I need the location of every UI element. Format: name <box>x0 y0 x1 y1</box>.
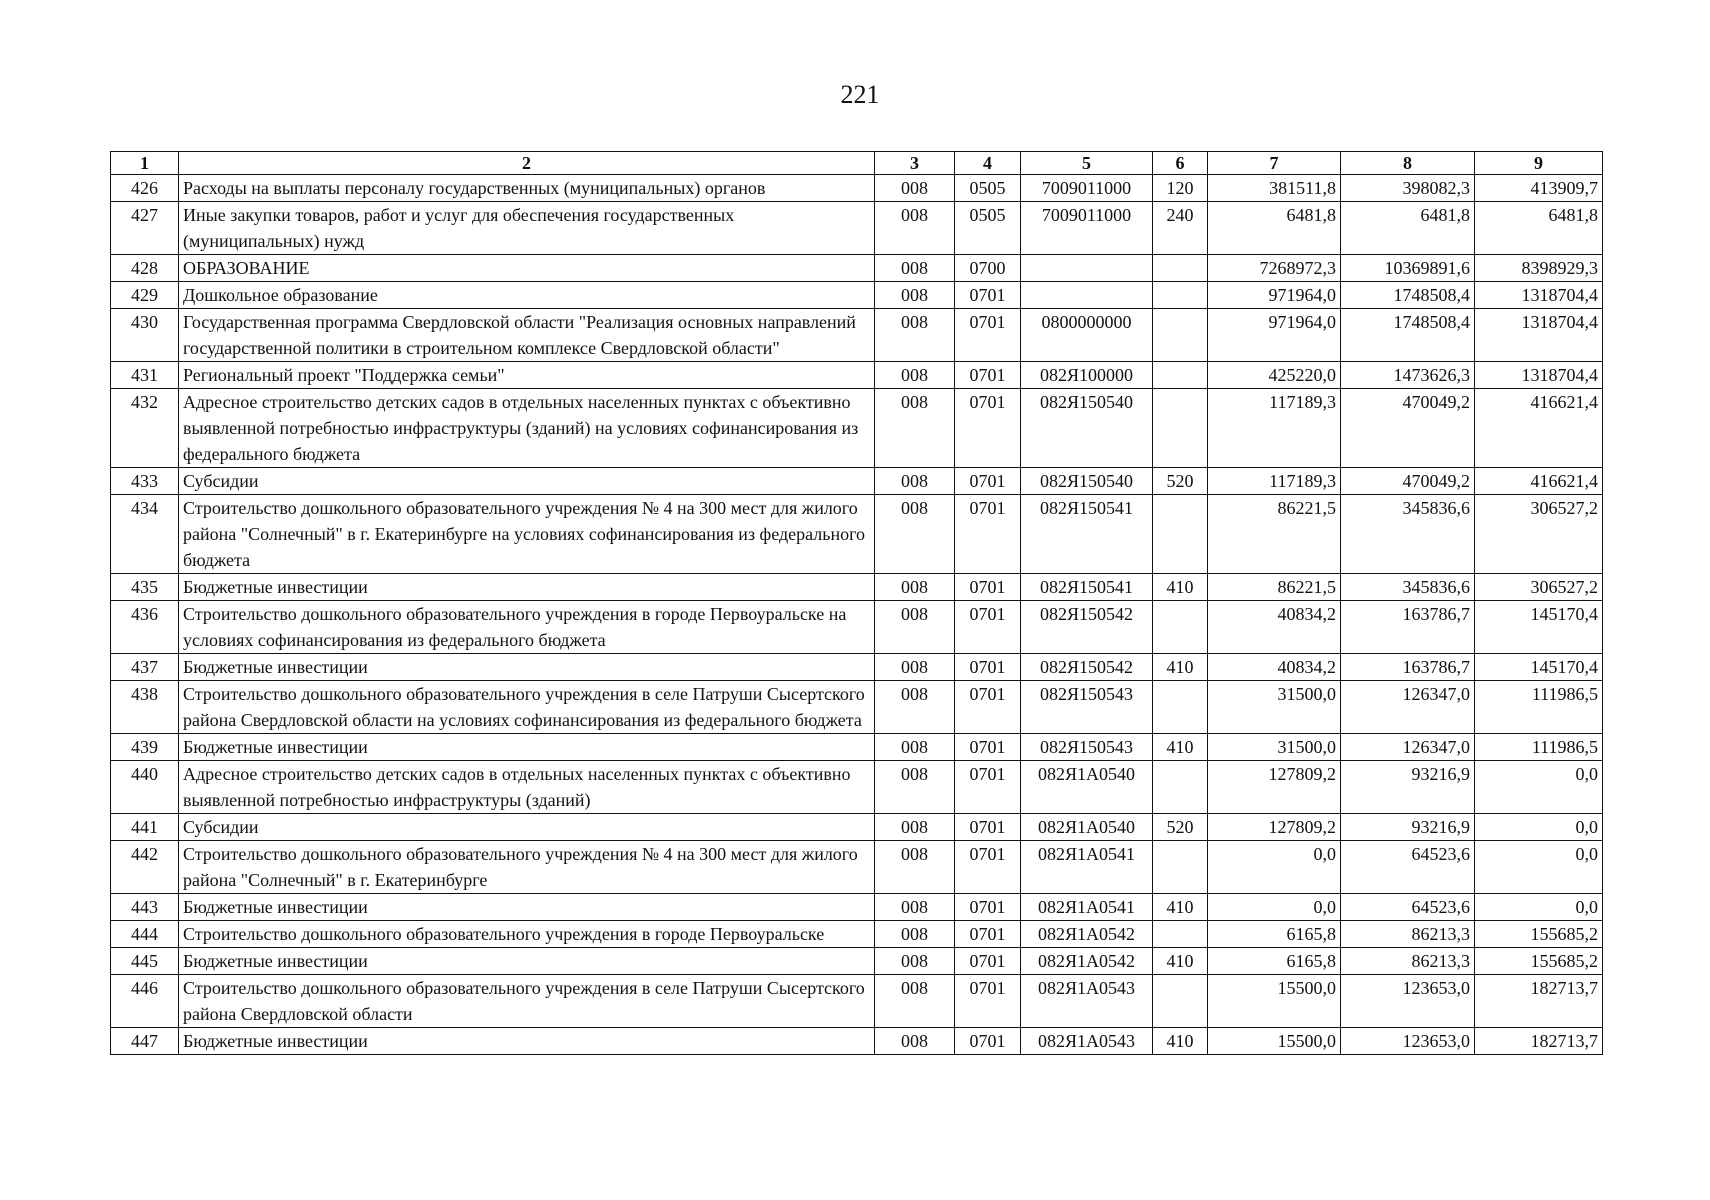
row-section: 0701 <box>955 761 1021 814</box>
row-number: 436 <box>111 601 179 654</box>
row-number: 430 <box>111 309 179 362</box>
row-name: Расходы на выплаты персоналу государственных (муниципальных) органов <box>179 175 875 202</box>
row-amount-col7: 971964,0 <box>1208 282 1341 309</box>
row-ministry: 008 <box>875 282 955 309</box>
column-header-2: 2 <box>179 152 875 175</box>
row-number: 433 <box>111 468 179 495</box>
table-row <box>111 468 1603 495</box>
row-amount-col8: 123653,0 <box>1341 975 1475 1028</box>
row-amount-col7: 86221,5 <box>1208 495 1341 574</box>
row-amount-col8: 126347,0 <box>1341 734 1475 761</box>
row-amount-col9: 111986,5 <box>1475 734 1603 761</box>
row-ministry: 008 <box>875 681 955 734</box>
table-row <box>111 814 1603 841</box>
row-ministry: 008 <box>875 574 955 601</box>
row-section: 0701 <box>955 975 1021 1028</box>
row-expense-type <box>1153 309 1208 362</box>
row-name: Строительство дошкольного образовательного учреждения в селе Патруши Сысертского района Свердловской области <box>179 975 875 1028</box>
row-section: 0701 <box>955 841 1021 894</box>
row-number: 442 <box>111 841 179 894</box>
row-ministry: 008 <box>875 841 955 894</box>
row-amount-col7: 40834,2 <box>1208 654 1341 681</box>
row-ministry: 008 <box>875 921 955 948</box>
table-row <box>111 362 1603 389</box>
row-ministry: 008 <box>875 202 955 255</box>
column-header-4: 4 <box>955 152 1021 175</box>
row-amount-col9: 1318704,4 <box>1475 362 1603 389</box>
row-section: 0701 <box>955 468 1021 495</box>
row-amount-col7: 425220,0 <box>1208 362 1341 389</box>
row-ministry: 008 <box>875 495 955 574</box>
row-target-article: 082Я150540 <box>1021 389 1153 468</box>
row-name: Субсидии <box>179 468 875 495</box>
row-amount-col8: 1748508,4 <box>1341 282 1475 309</box>
row-amount-col8: 1473626,3 <box>1341 362 1475 389</box>
row-target-article: 082Я150542 <box>1021 654 1153 681</box>
row-ministry: 008 <box>875 468 955 495</box>
row-section: 0701 <box>955 948 1021 975</box>
row-amount-col8: 345836,6 <box>1341 495 1475 574</box>
row-expense-type <box>1153 975 1208 1028</box>
row-number: 439 <box>111 734 179 761</box>
row-amount-col9: 0,0 <box>1475 894 1603 921</box>
row-ministry: 008 <box>875 761 955 814</box>
row-amount-col9: 0,0 <box>1475 761 1603 814</box>
row-amount-col8: 126347,0 <box>1341 681 1475 734</box>
row-expense-type: 410 <box>1153 574 1208 601</box>
table-body <box>111 175 1603 1055</box>
row-expense-type: 120 <box>1153 175 1208 202</box>
table-row <box>111 761 1603 814</box>
row-name: Региональный проект "Поддержка семьи" <box>179 362 875 389</box>
row-number: 446 <box>111 975 179 1028</box>
row-ministry: 008 <box>875 601 955 654</box>
row-name: Строительство дошкольного образовательного учреждения № 4 на 300 мест для жилого района "Солнечный" в г. Екатеринбурге на условиях софинансирования из федерального бюджета <box>179 495 875 574</box>
row-name: Бюджетные инвестиции <box>179 654 875 681</box>
row-number: 438 <box>111 681 179 734</box>
column-header-6: 6 <box>1153 152 1208 175</box>
row-amount-col7: 6481,8 <box>1208 202 1341 255</box>
row-name: Бюджетные инвестиции <box>179 1028 875 1055</box>
row-section: 0701 <box>955 495 1021 574</box>
row-name: Иные закупки товаров, работ и услуг для обеспечения государственных (муниципальных) нужд <box>179 202 875 255</box>
row-amount-col9: 306527,2 <box>1475 574 1603 601</box>
row-section: 0701 <box>955 309 1021 362</box>
row-ministry: 008 <box>875 1028 955 1055</box>
row-amount-col8: 163786,7 <box>1341 601 1475 654</box>
row-number: 434 <box>111 495 179 574</box>
row-target-article: 082Я1А0542 <box>1021 921 1153 948</box>
row-expense-type <box>1153 921 1208 948</box>
row-target-article: 082Я1А0543 <box>1021 975 1153 1028</box>
row-section: 0701 <box>955 362 1021 389</box>
row-amount-col8: 163786,7 <box>1341 654 1475 681</box>
row-number: 427 <box>111 202 179 255</box>
row-section: 0701 <box>955 282 1021 309</box>
row-amount-col7: 127809,2 <box>1208 761 1341 814</box>
row-amount-col9: 0,0 <box>1475 814 1603 841</box>
row-target-article: 082Я150541 <box>1021 574 1153 601</box>
row-expense-type <box>1153 761 1208 814</box>
row-target-article <box>1021 255 1153 282</box>
row-amount-col7: 0,0 <box>1208 841 1341 894</box>
row-name: Субсидии <box>179 814 875 841</box>
row-amount-col9: 182713,7 <box>1475 1028 1603 1055</box>
row-expense-type: 410 <box>1153 894 1208 921</box>
row-number: 447 <box>111 1028 179 1055</box>
table-row <box>111 495 1603 574</box>
row-amount-col9: 1318704,4 <box>1475 309 1603 362</box>
row-ministry: 008 <box>875 734 955 761</box>
row-section: 0701 <box>955 574 1021 601</box>
row-expense-type <box>1153 362 1208 389</box>
budget-table <box>110 151 1603 1055</box>
row-number: 443 <box>111 894 179 921</box>
column-header-7: 7 <box>1208 152 1341 175</box>
row-target-article: 082Я1А0543 <box>1021 1028 1153 1055</box>
row-number: 428 <box>111 255 179 282</box>
column-header-9: 9 <box>1475 152 1603 175</box>
row-name: Бюджетные инвестиции <box>179 574 875 601</box>
row-ministry: 008 <box>875 175 955 202</box>
row-name: Адресное строительство детских садов в отдельных населенных пунктах с объективно выявленной потребностью инфраструктуры (зданий) на условиях софинансирования из федерального бюджета <box>179 389 875 468</box>
row-target-article: 082Я1А0541 <box>1021 841 1153 894</box>
row-amount-col8: 93216,9 <box>1341 814 1475 841</box>
row-section: 0700 <box>955 255 1021 282</box>
row-expense-type <box>1153 495 1208 574</box>
row-ministry: 008 <box>875 389 955 468</box>
row-target-article: 082Я150540 <box>1021 468 1153 495</box>
column-header-8: 8 <box>1341 152 1475 175</box>
table-row <box>111 1028 1603 1055</box>
row-name: Бюджетные инвестиции <box>179 948 875 975</box>
table-header-row <box>111 152 1603 175</box>
row-amount-col9: 145170,4 <box>1475 654 1603 681</box>
row-number: 432 <box>111 389 179 468</box>
row-expense-type <box>1153 681 1208 734</box>
row-expense-type: 410 <box>1153 734 1208 761</box>
row-amount-col8: 10369891,6 <box>1341 255 1475 282</box>
row-amount-col7: 0,0 <box>1208 894 1341 921</box>
row-name: ОБРАЗОВАНИЕ <box>179 255 875 282</box>
table-row <box>111 948 1603 975</box>
page-number: 221 <box>840 80 880 109</box>
row-amount-col7: 127809,2 <box>1208 814 1341 841</box>
row-amount-col8: 93216,9 <box>1341 761 1475 814</box>
row-name: Строительство дошкольного образовательного учреждения № 4 на 300 мест для жилого района "Солнечный" в г. Екатеринбурге <box>179 841 875 894</box>
table-row <box>111 255 1603 282</box>
row-section: 0701 <box>955 734 1021 761</box>
row-expense-type: 520 <box>1153 814 1208 841</box>
table-row <box>111 175 1603 202</box>
row-target-article: 7009011000 <box>1021 202 1153 255</box>
row-number: 440 <box>111 761 179 814</box>
row-number: 426 <box>111 175 179 202</box>
row-expense-type <box>1153 389 1208 468</box>
table-row <box>111 921 1603 948</box>
row-section: 0701 <box>955 681 1021 734</box>
table-row <box>111 734 1603 761</box>
row-amount-col7: 40834,2 <box>1208 601 1341 654</box>
row-name: Строительство дошкольного образовательного учреждения в городе Первоуральске на условиях софинансирования из федерального бюджета <box>179 601 875 654</box>
row-amount-col7: 117189,3 <box>1208 468 1341 495</box>
table-row <box>111 894 1603 921</box>
row-section: 0505 <box>955 175 1021 202</box>
row-name: Строительство дошкольного образовательного учреждения в городе Первоуральске <box>179 921 875 948</box>
row-amount-col7: 15500,0 <box>1208 975 1341 1028</box>
row-expense-type: 520 <box>1153 468 1208 495</box>
row-number: 441 <box>111 814 179 841</box>
row-expense-type: 410 <box>1153 948 1208 975</box>
row-section: 0505 <box>955 202 1021 255</box>
row-target-article: 0800000000 <box>1021 309 1153 362</box>
row-amount-col9: 0,0 <box>1475 841 1603 894</box>
row-target-article: 7009011000 <box>1021 175 1153 202</box>
row-section: 0701 <box>955 894 1021 921</box>
row-number: 435 <box>111 574 179 601</box>
row-target-article: 082Я1А0542 <box>1021 948 1153 975</box>
row-number: 431 <box>111 362 179 389</box>
row-amount-col8: 86213,3 <box>1341 948 1475 975</box>
row-amount-col9: 155685,2 <box>1475 948 1603 975</box>
row-amount-col9: 416621,4 <box>1475 389 1603 468</box>
row-amount-col9: 111986,5 <box>1475 681 1603 734</box>
row-expense-type <box>1153 255 1208 282</box>
row-amount-col9: 155685,2 <box>1475 921 1603 948</box>
row-target-article: 082Я150543 <box>1021 681 1153 734</box>
row-amount-col8: 64523,6 <box>1341 894 1475 921</box>
table-row <box>111 975 1603 1028</box>
table-row <box>111 309 1603 362</box>
row-name: Строительство дошкольного образовательного учреждения в селе Патруши Сысертского района Свердловской области на условиях софинансирования из федерального бюджета <box>179 681 875 734</box>
row-target-article: 082Я1А0540 <box>1021 761 1153 814</box>
row-section: 0701 <box>955 1028 1021 1055</box>
table-row <box>111 654 1603 681</box>
row-expense-type: 410 <box>1153 1028 1208 1055</box>
row-amount-col9: 413909,7 <box>1475 175 1603 202</box>
table-row <box>111 841 1603 894</box>
row-target-article: 082Я150542 <box>1021 601 1153 654</box>
row-target-article: 082Я100000 <box>1021 362 1153 389</box>
row-amount-col7: 381511,8 <box>1208 175 1341 202</box>
row-amount-col8: 470049,2 <box>1341 468 1475 495</box>
row-amount-col7: 7268972,3 <box>1208 255 1341 282</box>
row-amount-col8: 86213,3 <box>1341 921 1475 948</box>
row-amount-col8: 64523,6 <box>1341 841 1475 894</box>
row-ministry: 008 <box>875 309 955 362</box>
row-amount-col9: 6481,8 <box>1475 202 1603 255</box>
row-ministry: 008 <box>875 255 955 282</box>
row-amount-col7: 971964,0 <box>1208 309 1341 362</box>
row-expense-type <box>1153 282 1208 309</box>
column-header-5: 5 <box>1021 152 1153 175</box>
row-ministry: 008 <box>875 894 955 921</box>
row-amount-col9: 306527,2 <box>1475 495 1603 574</box>
row-ministry: 008 <box>875 814 955 841</box>
row-amount-col8: 123653,0 <box>1341 1028 1475 1055</box>
row-section: 0701 <box>955 921 1021 948</box>
table-row <box>111 282 1603 309</box>
row-amount-col9: 416621,4 <box>1475 468 1603 495</box>
row-amount-col8: 470049,2 <box>1341 389 1475 468</box>
row-amount-col9: 182713,7 <box>1475 975 1603 1028</box>
table-row <box>111 202 1603 255</box>
row-number: 445 <box>111 948 179 975</box>
row-amount-col9: 8398929,3 <box>1475 255 1603 282</box>
column-header-3: 3 <box>875 152 955 175</box>
row-name: Дошкольное образование <box>179 282 875 309</box>
row-name: Бюджетные инвестиции <box>179 734 875 761</box>
row-name: Адресное строительство детских садов в отдельных населенных пунктах с объективно выявленной потребностью инфраструктуры (зданий) <box>179 761 875 814</box>
row-number: 437 <box>111 654 179 681</box>
row-amount-col7: 31500,0 <box>1208 734 1341 761</box>
row-expense-type <box>1153 841 1208 894</box>
row-name: Бюджетные инвестиции <box>179 894 875 921</box>
row-target-article: 082Я150541 <box>1021 495 1153 574</box>
row-amount-col8: 1748508,4 <box>1341 309 1475 362</box>
row-amount-col8: 398082,3 <box>1341 175 1475 202</box>
row-number: 444 <box>111 921 179 948</box>
row-amount-col7: 117189,3 <box>1208 389 1341 468</box>
row-amount-col8: 6481,8 <box>1341 202 1475 255</box>
row-expense-type <box>1153 601 1208 654</box>
row-section: 0701 <box>955 814 1021 841</box>
row-ministry: 008 <box>875 975 955 1028</box>
row-expense-type: 410 <box>1153 654 1208 681</box>
row-section: 0701 <box>955 654 1021 681</box>
table-row <box>111 574 1603 601</box>
row-section: 0701 <box>955 601 1021 654</box>
row-ministry: 008 <box>875 948 955 975</box>
row-amount-col9: 145170,4 <box>1475 601 1603 654</box>
row-amount-col7: 6165,8 <box>1208 921 1341 948</box>
row-amount-col7: 6165,8 <box>1208 948 1341 975</box>
row-number: 429 <box>111 282 179 309</box>
row-ministry: 008 <box>875 654 955 681</box>
row-target-article: 082Я1А0540 <box>1021 814 1153 841</box>
row-amount-col9: 1318704,4 <box>1475 282 1603 309</box>
row-amount-col8: 345836,6 <box>1341 574 1475 601</box>
row-ministry: 008 <box>875 362 955 389</box>
row-expense-type: 240 <box>1153 202 1208 255</box>
table-row <box>111 601 1603 654</box>
table-row <box>111 681 1603 734</box>
column-header-1: 1 <box>111 152 179 175</box>
row-target-article: 082Я150543 <box>1021 734 1153 761</box>
row-name: Государственная программа Свердловской области "Реализация основных направлений государственной политики в строительном комплексе Свердловской области" <box>179 309 875 362</box>
row-section: 0701 <box>955 389 1021 468</box>
row-amount-col7: 15500,0 <box>1208 1028 1341 1055</box>
table-row <box>111 389 1603 468</box>
row-target-article: 082Я1А0541 <box>1021 894 1153 921</box>
row-target-article <box>1021 282 1153 309</box>
row-amount-col7: 86221,5 <box>1208 574 1341 601</box>
row-amount-col7: 31500,0 <box>1208 681 1341 734</box>
